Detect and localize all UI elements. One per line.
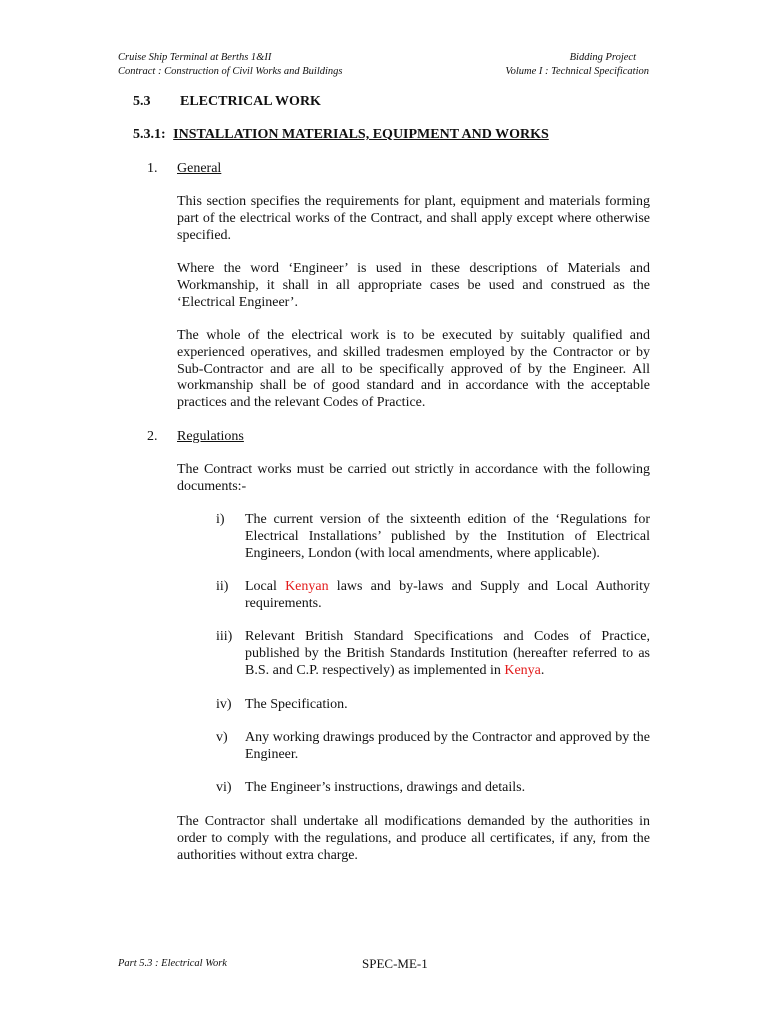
list-item: [216, 512, 650, 562]
page-header-right: [505, 51, 649, 79]
section-title: ELECTRICAL WORK: [180, 94, 321, 109]
list-item-text: The Specification.: [245, 697, 348, 712]
paragraph-text: Where the word ‘Engineer’ is used in these descriptions of Materials and Workmanship, it shall in all appropriate cases be used and construed as the ‘Electrical Engineer’.: [177, 261, 650, 310]
list-item-text: [245, 629, 650, 679]
list-item-text: The Engineer’s instructions, drawings and details.: [245, 780, 526, 795]
footer-part-label: Part 5.3 : Electrical Work: [118, 958, 227, 969]
paragraph-text: This section specifies the requirements for plant, equipment and materials forming part of the electrical works of the Contract, and shall apply except where otherwise specified.: [177, 194, 650, 243]
list-item-number: iii): [216, 629, 233, 644]
text-segment: .: [540, 662, 545, 678]
list-item-text: Any working drawings produced by the Contractor and approved by the Engineer.: [245, 730, 650, 762]
header-contract-title: Contract : Construction of Civil Works and Buildings: [118, 66, 343, 77]
list-item: [216, 579, 650, 613]
header-project-title: Cruise Ship Terminal at Berths 1&II: [118, 52, 272, 63]
regulations-closing: [177, 814, 650, 864]
general-number: 1.: [147, 161, 158, 176]
text-segment: Local: [245, 579, 286, 594]
list-item-number: iv): [216, 697, 232, 712]
paragraph-text: The whole of the electrical work is to be executed by suitably qualified and experienced operatives, and skilled tradesmen employed by the Contractor or by Sub-Contractor and are all to be specifically approved of by the Engineer. All workmanship shall be of good standard and in accordance with the acceptable practices and the relevant Codes of Practice.: [177, 328, 650, 411]
list-item-text: [245, 579, 650, 613]
list-item-number: v): [216, 730, 228, 745]
list-item-number: ii): [216, 579, 229, 594]
list-item: [216, 730, 650, 764]
footer-page-code: SPEC-ME-1: [362, 956, 428, 971]
general-paragraph-2: [177, 261, 650, 311]
general-paragraph-1: [177, 194, 650, 244]
text-segment: laws and by-laws and Supply and Local Authority requirements.: [245, 579, 650, 611]
page-header-left: [118, 51, 343, 79]
header-bidding-project: Bidding Project: [569, 52, 636, 63]
general-title: General: [177, 161, 222, 176]
highlighted-country: Kenya: [504, 662, 541, 678]
text-segment: Relevant British Standard Specifications and Codes of Practice, published by the British Standards Institution (hereafter referred to as B.S. and C.P. respectively) as implemented in: [245, 629, 650, 678]
list-item: [216, 629, 650, 679]
list-item-number: vi): [216, 780, 232, 795]
subsection-heading: [133, 127, 549, 143]
section-number: 5.3: [133, 94, 151, 109]
regulations-number: 2.: [147, 429, 158, 444]
header-volume: Volume I : Technical Specification: [505, 66, 649, 77]
list-item-number: i): [216, 512, 225, 527]
list-item: [216, 697, 650, 714]
regulations-intro: [177, 462, 650, 496]
regulations-title: Regulations: [177, 429, 244, 444]
subsection-number: 5.3.1:: [133, 127, 166, 142]
list-item-text: The current version of the sixteenth edition of the ‘Regulations for Electrical Installations’ published by the Institution of Electrical Engineers, London (with local amendments, where applicable).: [245, 512, 650, 561]
paragraph-text: The Contract works must be carried out strictly in accordance with the following documents:-: [177, 462, 650, 494]
paragraph-text: The Contractor shall undertake all modifications demanded by the authorities in order to comply with the regulations, and produce all certificates, if any, from the authorities without extra charge.: [177, 814, 650, 863]
subsection-title: INSTALLATION MATERIALS, EQUIPMENT AND WORKS: [173, 127, 549, 142]
list-item: [216, 780, 650, 797]
section-heading: [133, 94, 321, 110]
general-paragraph-3: [177, 328, 650, 412]
highlighted-country: Kenyan: [285, 579, 329, 594]
